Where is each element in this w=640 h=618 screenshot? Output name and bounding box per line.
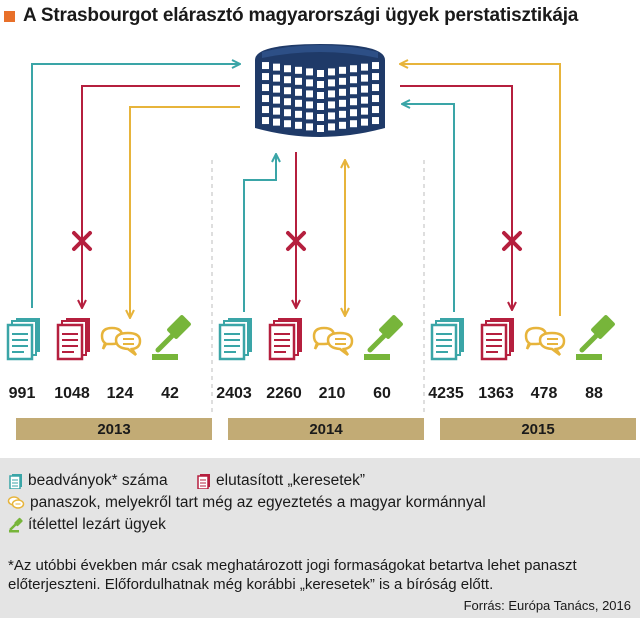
rejected-documents-icon bbox=[482, 318, 514, 359]
year-label: 2014 bbox=[309, 421, 343, 438]
building-window bbox=[317, 125, 324, 132]
building-window bbox=[350, 120, 357, 127]
speech-bubbles-icon bbox=[6, 495, 26, 511]
value-complaints: 478 bbox=[530, 385, 558, 402]
speech-bubbles-icon bbox=[526, 328, 564, 355]
building-window bbox=[372, 106, 379, 113]
value-complaints: 210 bbox=[318, 385, 346, 402]
building-window bbox=[262, 117, 269, 124]
year-label: 2013 bbox=[97, 421, 131, 438]
building-window bbox=[361, 119, 368, 126]
building-window bbox=[328, 112, 335, 119]
building-window bbox=[284, 98, 291, 105]
building-window bbox=[284, 109, 291, 116]
building-window bbox=[328, 68, 335, 75]
building-window bbox=[361, 86, 368, 93]
building-window bbox=[339, 78, 346, 85]
building-window bbox=[306, 79, 313, 86]
building-window bbox=[273, 64, 280, 71]
value-judgments: 42 bbox=[161, 385, 179, 402]
building-window bbox=[262, 106, 269, 113]
documents-icon bbox=[8, 473, 24, 489]
value-submissions: 4235 bbox=[428, 385, 464, 402]
building-window bbox=[306, 68, 313, 75]
building-window bbox=[273, 108, 280, 115]
value-submissions: 2403 bbox=[216, 385, 252, 402]
legend-label-rejected: elutasított „keresetek” bbox=[216, 472, 366, 489]
building-window bbox=[306, 112, 313, 119]
building-window bbox=[284, 76, 291, 83]
legend-panel bbox=[0, 458, 640, 618]
arrow-submissions-2014 bbox=[244, 154, 276, 312]
value-rejected: 1363 bbox=[478, 385, 514, 402]
gavel-icon bbox=[152, 314, 192, 360]
arrow-rejected-2013 bbox=[82, 86, 240, 308]
building-window bbox=[339, 111, 346, 118]
building-window bbox=[372, 117, 379, 124]
gavel-icon bbox=[364, 314, 404, 360]
building-window bbox=[339, 89, 346, 96]
building-window bbox=[317, 81, 324, 88]
building-window bbox=[361, 75, 368, 82]
building-window bbox=[328, 79, 335, 86]
building-window bbox=[328, 101, 335, 108]
arrow-submissions-2013 bbox=[32, 64, 240, 308]
value-judgments: 60 bbox=[373, 385, 391, 402]
building-window bbox=[306, 123, 313, 130]
building-window bbox=[262, 84, 269, 91]
building-window bbox=[339, 122, 346, 129]
legend-item-submissions bbox=[8, 472, 168, 490]
building-window bbox=[317, 92, 324, 99]
building-window bbox=[339, 100, 346, 107]
building-window bbox=[284, 87, 291, 94]
arrow-rejected-2015 bbox=[400, 86, 512, 310]
building-window bbox=[262, 62, 269, 69]
building-window bbox=[295, 122, 302, 129]
arrow-submissions-2015 bbox=[402, 104, 454, 312]
building-window bbox=[284, 65, 291, 72]
source-text: Forrás: Európa Tanács, 2016 bbox=[463, 598, 631, 613]
rejected-documents-icon bbox=[58, 318, 90, 359]
legend-item-complaints bbox=[6, 494, 486, 512]
speech-bubbles-icon bbox=[314, 328, 352, 355]
year-label: 2015 bbox=[521, 421, 555, 438]
gavel-icon bbox=[8, 517, 24, 533]
building-window bbox=[339, 67, 346, 74]
legend-item-judgments bbox=[8, 516, 166, 534]
building-window bbox=[372, 95, 379, 102]
building-window bbox=[317, 114, 324, 121]
building-window bbox=[350, 109, 357, 116]
building-window bbox=[317, 70, 324, 77]
arrow-complaints-2013 bbox=[130, 107, 240, 318]
documents-icon bbox=[8, 318, 40, 359]
building-window bbox=[284, 120, 291, 127]
documents-icon bbox=[432, 318, 464, 359]
rejected-documents-icon bbox=[270, 318, 302, 359]
value-submissions: 991 bbox=[8, 385, 36, 402]
legend-item-rejected bbox=[196, 472, 365, 490]
building-window bbox=[306, 90, 313, 97]
building-window bbox=[350, 65, 357, 72]
rejected-documents-icon bbox=[196, 473, 212, 489]
building-window bbox=[361, 97, 368, 104]
building-window bbox=[328, 90, 335, 97]
building-icon bbox=[255, 44, 385, 137]
title-text: A Strasbourgot elárasztó magyarországi ügyek perstatisztikája bbox=[23, 5, 579, 26]
gavel-icon bbox=[576, 314, 616, 360]
building-window bbox=[295, 100, 302, 107]
legend-label-judgments: ítélettel lezárt ügyek bbox=[28, 516, 166, 533]
building-window bbox=[273, 97, 280, 104]
legend-label-complaints: panaszok, melyekről tart még az egyeztetés a magyar kormánnyal bbox=[30, 494, 486, 511]
value-judgments: 88 bbox=[585, 385, 603, 402]
building-window bbox=[372, 73, 379, 80]
building-window bbox=[295, 78, 302, 85]
building-window bbox=[273, 75, 280, 82]
building-window bbox=[295, 89, 302, 96]
building-window bbox=[361, 64, 368, 71]
building-window bbox=[361, 108, 368, 115]
building-window bbox=[328, 123, 335, 130]
building-window bbox=[350, 76, 357, 83]
building-window bbox=[350, 98, 357, 105]
footnote: *Az utóbbi években már csak meghatározott jogi formaságokat betartva lehet panaszt előterjeszteni. Előfordulhatnak még korábbi „keresetek” is a bíróság előtt. bbox=[8, 557, 577, 593]
building-window bbox=[273, 119, 280, 126]
building-window bbox=[317, 103, 324, 110]
value-rejected: 1048 bbox=[54, 385, 90, 402]
building-window bbox=[350, 87, 357, 94]
building-window bbox=[372, 84, 379, 91]
building-window bbox=[306, 101, 313, 108]
speech-bubbles-icon bbox=[102, 328, 140, 355]
value-rejected: 2260 bbox=[266, 385, 302, 402]
building-window bbox=[295, 67, 302, 74]
building-window bbox=[372, 62, 379, 69]
legend-label-submissions: beadványok* száma bbox=[28, 472, 168, 489]
arrow-complaints-2015 bbox=[400, 64, 560, 316]
documents-icon bbox=[220, 318, 252, 359]
value-complaints: 124 bbox=[106, 385, 134, 402]
building-window bbox=[273, 86, 280, 93]
building-window bbox=[262, 73, 269, 80]
building-window bbox=[262, 95, 269, 102]
building-window bbox=[295, 111, 302, 118]
